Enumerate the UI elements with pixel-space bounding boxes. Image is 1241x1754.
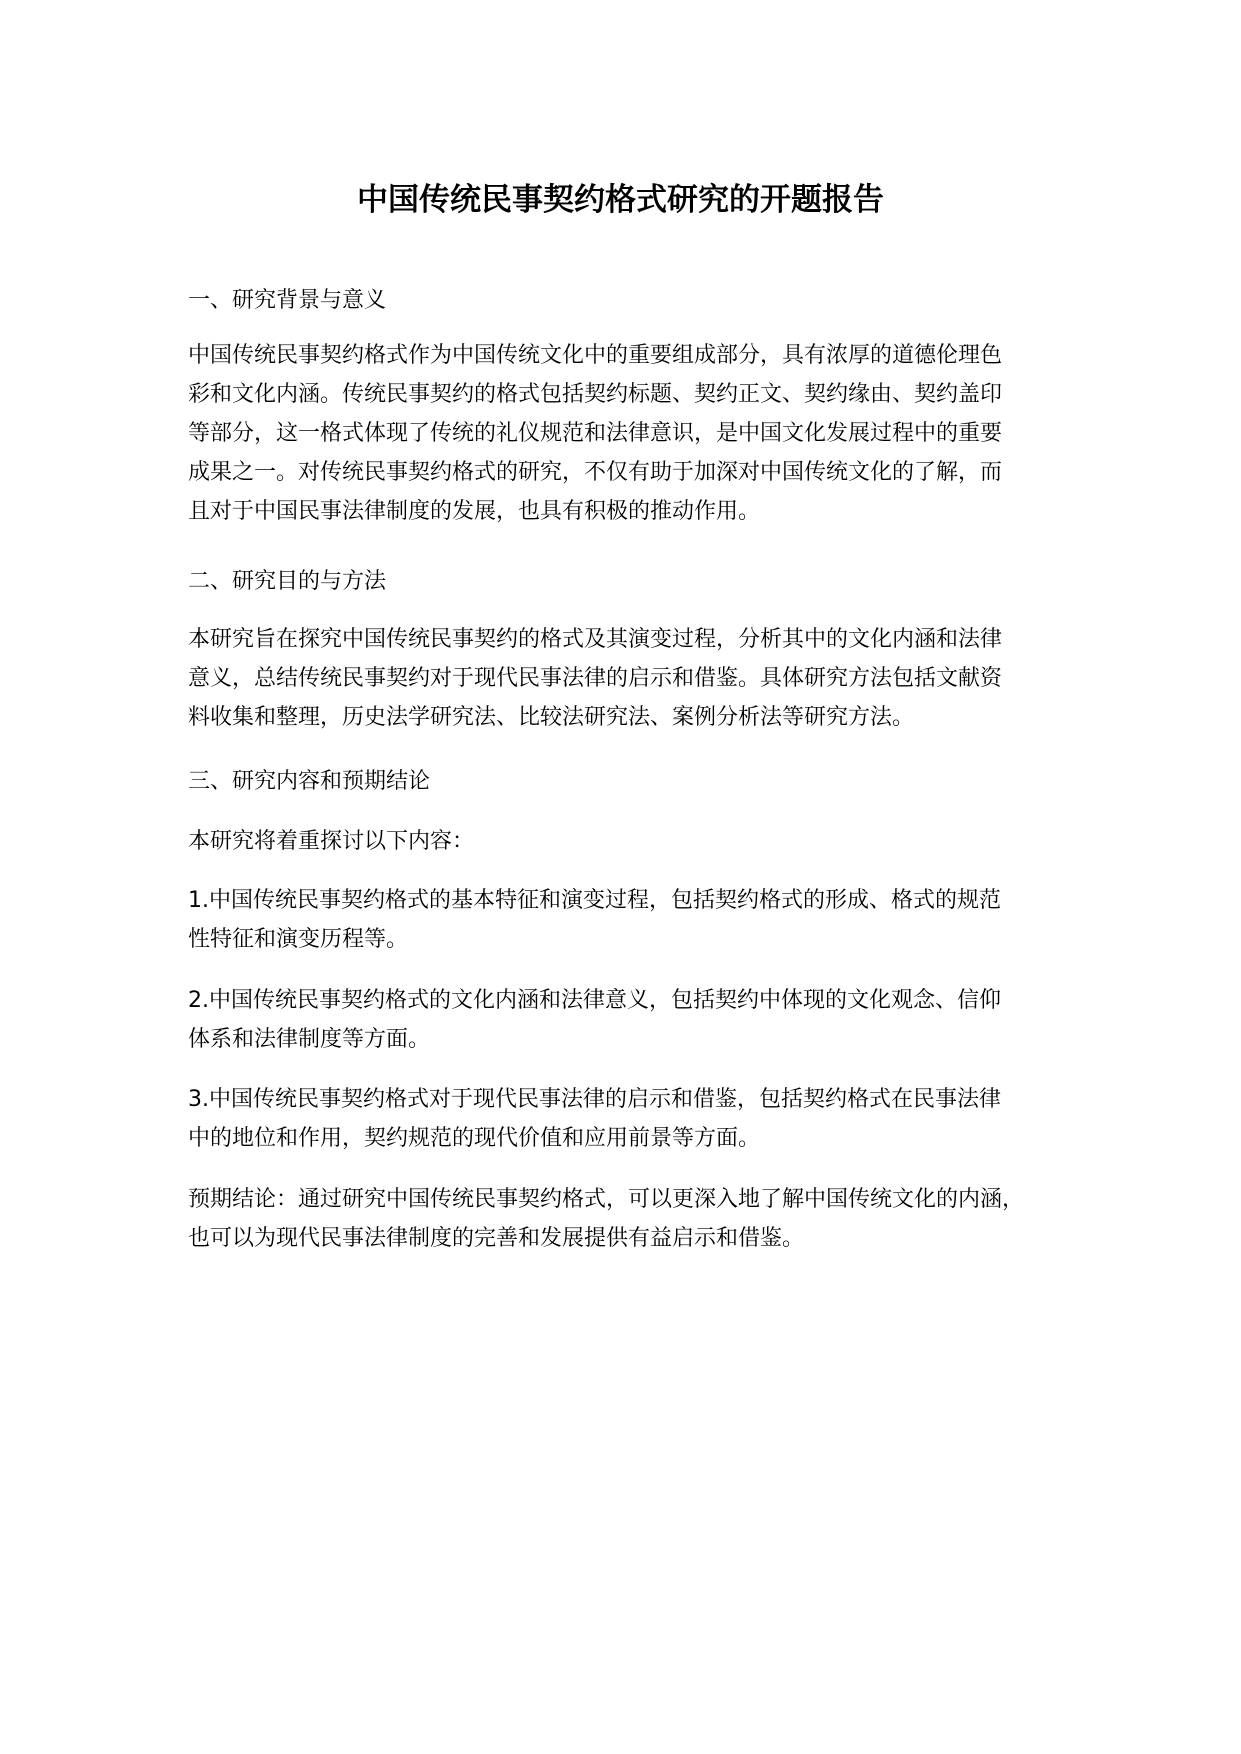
document-title: 中国传统民事契约格式研究的开题报告	[357, 182, 884, 218]
paragraph-line: 本研究旨在探究中国传统民事契约的格式及其演变过程，分析其中的文化内涵和法律	[188, 627, 1003, 652]
paragraph-line: 也可以为现代民事法律制度的完善和发展提供有益启示和借鉴。	[188, 1226, 805, 1251]
paragraph-line: 且对于中国民事法律制度的发展，也具有积极的推动作用。	[188, 499, 761, 524]
section-heading-background: 一、研究背景与意义	[188, 288, 387, 313]
paragraph-background	[188, 336, 1088, 531]
paragraph-line: 等部分，这一格式体现了传统的礼仪规范和法律意识，是中国文化发展过程中的重要	[188, 421, 1003, 446]
paragraph-line: 意义，总结传统民事契约对于现代民事法律的启示和借鉴。具体研究方法包括文献资	[188, 666, 1003, 691]
paragraph-line: 3.中国传统民事契约格式对于现代民事法律的启示和借鉴，包括契约格式在民事法律	[188, 1087, 1001, 1112]
list-item-1	[188, 881, 1088, 959]
list-item-3	[188, 1080, 1088, 1158]
paragraph-purpose	[188, 620, 1088, 737]
paragraph-conclusion	[188, 1180, 1088, 1258]
paragraph-line: 料收集和整理，历史法学研究法、比较法研究法、案例分析法等研究方法。	[188, 705, 915, 730]
section-heading-content: 三、研究内容和预期结论	[188, 769, 431, 794]
paragraph-line: 成果之一。对传统民事契约格式的研究，不仅有助于加深对中国传统文化的了解，而	[188, 460, 1003, 485]
paragraph-line: 1.中国传统民事契约格式的基本特征和演变过程，包括契约格式的形成、格式的规范	[188, 888, 1001, 913]
paragraph-content-intro	[188, 822, 1088, 861]
paragraph-line: 预期结论：通过研究中国传统民事契约格式，可以更深入地了解中国传统文化的内涵，	[188, 1187, 1025, 1212]
paragraph-line: 性特征和演变历程等。	[188, 927, 409, 952]
paragraph-line: 2.中国传统民事契约格式的文化内涵和法律意义，包括契约中体现的文化观念、信仰	[188, 988, 1001, 1013]
paragraph-line: 中国传统民事契约格式作为中国传统文化中的重要组成部分，具有浓厚的道德伦理色	[188, 343, 1003, 368]
paragraph-line: 彩和文化内涵。传统民事契约的格式包括契约标题、契约正文、契约缘由、契约盖印	[188, 382, 1003, 407]
paragraph-line: 本研究将着重探讨以下内容：	[188, 829, 475, 854]
paragraph-line: 中的地位和作用，契约规范的现代价值和应用前景等方面。	[188, 1126, 761, 1151]
section-heading-purpose: 二、研究目的与方法	[188, 569, 387, 594]
paragraph-line: 体系和法律制度等方面。	[188, 1027, 431, 1052]
list-item-2	[188, 981, 1088, 1059]
